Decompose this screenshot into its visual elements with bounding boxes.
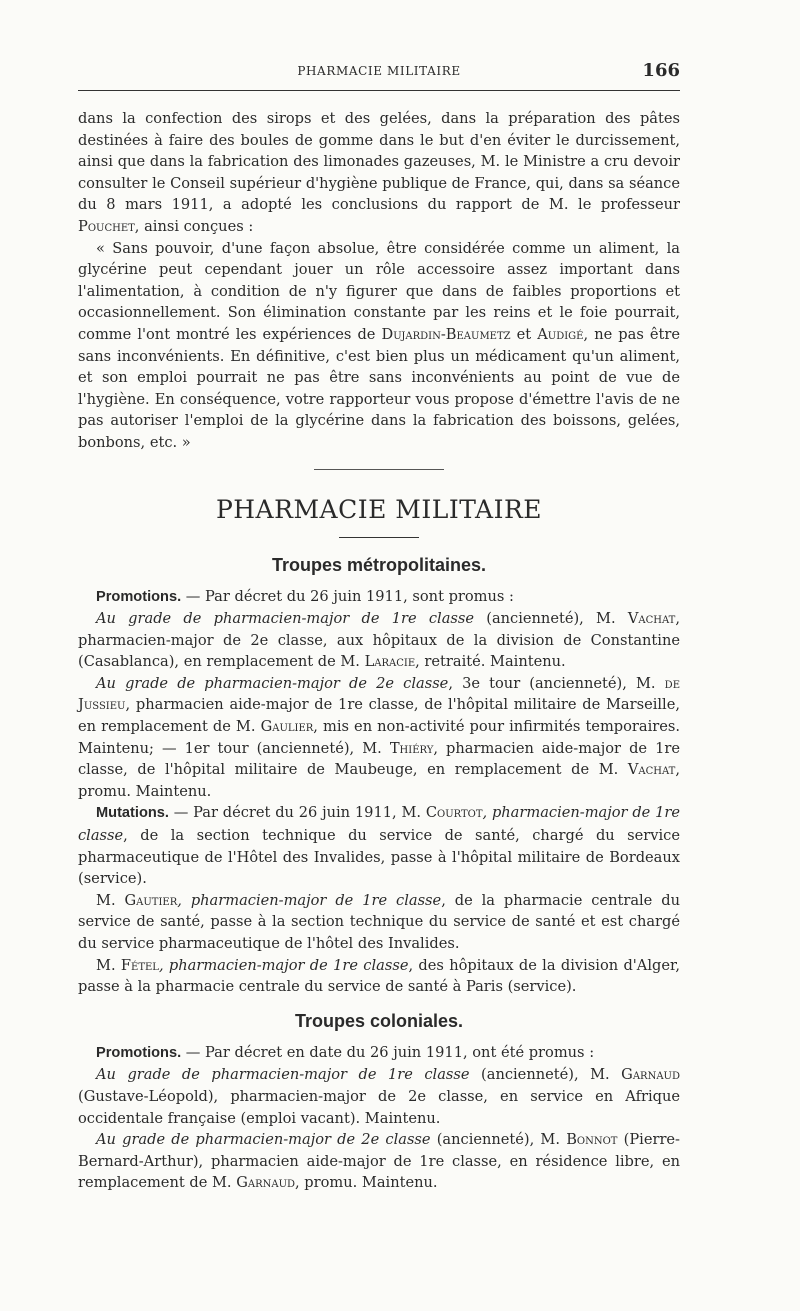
person-name: Gautier — [124, 891, 178, 909]
text-run: , mis en non-activité pour infirmités temporaires. Maintenu; — 1er tour (ancienneté), M. — [78, 718, 680, 757]
text-run: , des hôpitaux de la division d'Alger, passe à la pharmacie centrale du service de santé à Paris (service). — [78, 956, 680, 996]
metro-mutation-3 — [78, 955, 680, 998]
title-rule — [339, 537, 419, 538]
author-name: Audigé — [537, 325, 584, 343]
text-run: (ancienneté), M. — [474, 610, 628, 628]
person-name: Vachat — [627, 610, 676, 628]
section-divider — [314, 469, 444, 470]
grade-text: Au grade de pharmacien-major de 1re classe — [96, 610, 475, 628]
metro-promotions-intro — [78, 586, 680, 609]
text-run: , pharmacien aide-major de 1re classe, de l'hôpital militaire de Maubeuge, en remplacement de M. — [78, 739, 680, 779]
text-run: , promu. Maintenu. — [295, 1174, 438, 1192]
text-run: — Par décret du 26 juin 1911, sont promus : — [181, 587, 514, 605]
person-name: Garnaud — [236, 1174, 296, 1192]
person-name: Bonnot — [566, 1131, 618, 1149]
metro-promotion-1 — [78, 608, 680, 673]
subtitle-metropolitan: Troupes métropolitaines. — [271, 554, 487, 575]
header-rule — [78, 90, 680, 91]
metro-mutation-2 — [78, 890, 680, 955]
person-name: Gaulier — [260, 718, 314, 736]
promotions-label: Promotions. — [96, 1044, 182, 1061]
author-name: Pouchet — [78, 217, 135, 235]
text-run: M. — [96, 891, 125, 909]
spacer — [78, 998, 680, 1008]
text-run: « Sans pouvoir, d'une façon absolue, être considérée comme un aliment, la glycérine peut cependant jouer un rôle accessoire assez important dans l'alimentation, à condition de n'y figurer que dans de faibles proportions et occasionnellement. Son élimination constante par les reins et le foie pourrait, comme l'ont montré les expériences de — [78, 239, 680, 343]
grade-text: , pharmacien-major de 1re classe — [177, 891, 442, 909]
grade-text: Au grade de pharmacien-major de 1re classe — [96, 1066, 470, 1084]
colonial-promotion-1 — [78, 1064, 680, 1129]
subtitle-colonial: Troupes coloniales. — [294, 1010, 464, 1031]
colonial-promotion-2 — [78, 1129, 680, 1194]
text-run: , de la section technique du service de santé, chargé du service pharmaceutique de l'Hôtel des Invalides, passe à l'hôpital militaire de Bordeaux (service). — [78, 827, 680, 888]
text-run: (Pierre-Bernard-Arthur), pharmacien aide-major de 1re classe, en résidence libre, en remplacement de M. — [78, 1131, 680, 1192]
grade-text: Au grade de pharmacien-major de 2e classe — [96, 674, 449, 692]
text-run: , ainsi conçues : — [134, 217, 254, 235]
promotions-label: Promotions. — [96, 588, 182, 605]
person-name: Laracie — [364, 653, 416, 671]
metro-mutation-1 — [78, 802, 680, 889]
text-run: (ancienneté), M. — [469, 1066, 622, 1084]
text-run: (ancienneté), M. — [430, 1131, 567, 1149]
mutations-label: Mutations. — [96, 805, 169, 822]
page-body — [78, 108, 680, 1194]
text-run: , pharmacien-major de 2e classe, aux hôpitaux de la division de Constantine (Casablanca), en remplacement de M. — [78, 610, 680, 671]
grade-text: , pharmacien-major de 1re classe — [78, 804, 680, 845]
person-name: Courtot — [425, 804, 483, 822]
person-name: de Jussieu — [78, 674, 680, 714]
text-run: , retraité. Maintenu. — [415, 653, 566, 671]
page-number: 166 — [642, 60, 680, 81]
intro-paragraph-1 — [78, 108, 680, 238]
page-header — [78, 60, 680, 86]
text-run: , de la pharmacie centrale du service de santé, passe à la section technique du service de santé et est chargé du service pharmaceutique de l'hôtel des Invalides. — [78, 891, 680, 952]
person-name: Fétel — [120, 956, 159, 974]
text-run: , promu. Maintenu. — [78, 761, 680, 800]
author-name: Dujardin-Beaumetz — [381, 325, 511, 343]
grade-text: Au grade de pharmacien-major de 2e classe — [96, 1131, 431, 1149]
person-name: Thiéry — [389, 739, 434, 757]
text-run: et — [510, 325, 538, 343]
text-run: M. — [96, 956, 121, 974]
metro-promotion-2 — [78, 673, 680, 803]
intro-paragraph-2 — [78, 238, 680, 454]
text-run: , pharmacien aide-major de 1re classe, de l'hôpital militaire de Marseille, en remplacement de M. — [78, 696, 680, 736]
running-title: PHARMACIE MILITAIRE — [297, 64, 461, 78]
colonial-promotions-intro — [78, 1042, 680, 1065]
text-run: — Par décret en date du 26 juin 1911, ont été promus : — [181, 1043, 595, 1061]
text-run: (Gustave-Léopold), pharmacien-major de 2e classe, en service en Afrique occidentale française (emploi vacant). Maintenu. — [78, 1087, 680, 1127]
text-run: , 3e tour (ancienneté), M. — [448, 674, 665, 692]
grade-text: , pharmacien-major de 1re classe — [158, 956, 409, 974]
person-name: Vachat — [627, 761, 676, 779]
person-name: Garnaud — [621, 1066, 680, 1084]
text-run: , ne pas être sans inconvénients. En définitive, c'est bien plus un médicament qu'un aliment, et son emploi pourrait ne pas être sans inconvénients au point de vue de l'hygiène. En conséquence, votre rapporteur vous propose d'émettre l'avis de ne pas autoriser l'emploi de la glycérine dans la fabrication des boissons, gelées, bonbons, etc. » — [78, 325, 680, 451]
text-run: dans la confection des sirops et des gelées, dans la préparation des pâtes destinées à faire des boules de gomme dans le but d'en éviter le durcissement, ainsi que dans la fabrication des limonades gazeuses, M. le Ministre a cru devoir consulter le Conseil supérieur d'hygiène publique de France, qui, dans sa séance du 8 mars 1911, a adopté les conclusions du rapport de M. le professeur — [78, 110, 680, 214]
section-title: PHARMACIE MILITAIRE — [215, 494, 543, 524]
text-run: — Par décret du 26 juin 1911, M. — [168, 804, 426, 822]
